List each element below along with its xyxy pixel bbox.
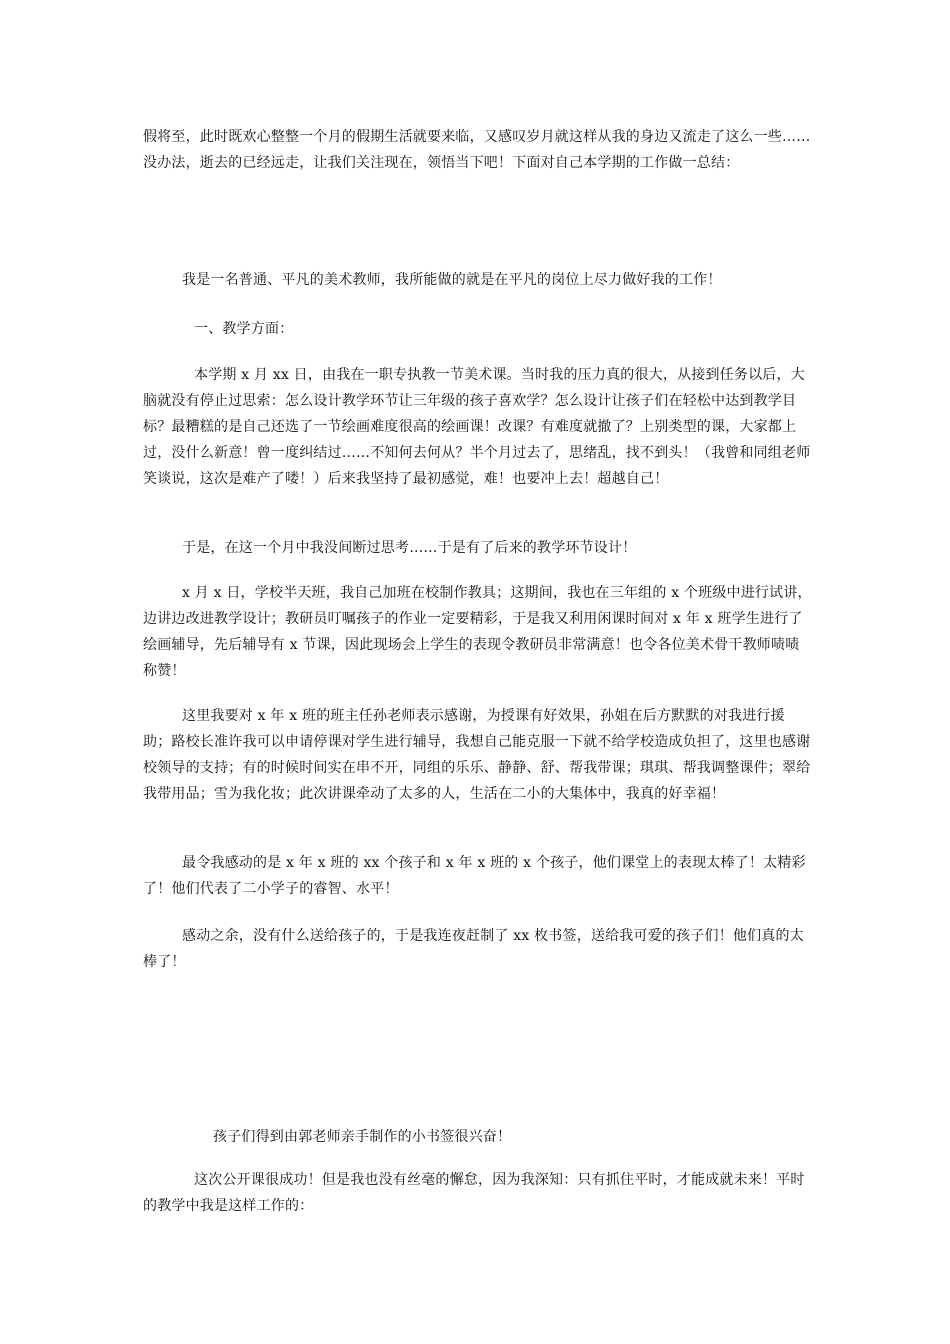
caption-paragraph: 孩子们得到由郭老师亲手制作的小书签很兴奋！: [213, 1129, 512, 1145]
conclusion-paragraph: 这次公开课很成功！但是我也没有丝毫的懈怠，因为我深知：只有抓住平时，才能成就未来！平时的教学中我是这样工作的：: [143, 1172, 805, 1214]
bookmark-paragraph: 感动之余，没有什么送给孩子的，于是我连夜赶制了 xx 枚书签，送给我可爱的孩子们！他们真的太棒了！: [143, 928, 804, 970]
students-paragraph: 最令我感动的是 x 年 x 班的 xx 个孩子和 x 年 x 班的 x 个孩子，他们课堂上的表现太棒了！太精彩了！他们代表了二小学子的睿智、水平！: [143, 855, 806, 897]
section-heading-teaching: 一、教学方面：: [194, 321, 294, 337]
intro-paragraph: 假将至，此时既欢心整整一个月的假期生活就要来临，又感叹岁月就这样从我的身边又流走了这么一些……没办法，逝去的已经远走，让我们关注现在，领悟当下吧！下面对自己本学期的工作做一总结：: [143, 129, 811, 171]
semester-paragraph: 本学期 x 月 xx 日，由我在一职专执教一节美术课。当时我的压力真的很大，从接到任务以后，大脑就没有停止过思索：怎么设计教学环节让三年级的孩子喜欢学？怎么设计让孩子们在轻松中达到教学目标？最糟糕的是自己还选了一节绘画难度很高的绘画课！改课？有难度就撤了？上别类型的课，大家都上过，没什么新意！曾一度纠结过……不知何去何从？半个月过去了，思绪乱，找不到头！（我曾和同组老师笑谈说，这次是难产了喽！）后来我坚持了最初感觉，难！也要冲上去！超越自己！: [143, 367, 811, 487]
thinking-paragraph: 于是，在这一个月中我没间断过思考……于是有了后来的教学环节设计！: [182, 540, 637, 556]
thanks-paragraph: 这里我要对 x 年 x 班的班主任孙老师表示感谢，为授课有好效果，孙姐在后方默默的对我进行援助；路校长准许我可以申请停课对学生进行辅导，我想自己能克服一下就不给学校造成负担了，这里也感谢校领导的支持；有的时候时间实在串不开，同组的乐乐、静静、舒、帮我带课；琪琪、帮我调整课件；翠给我带用品；雪为我化妆；此次讲课牵动了太多的人，生活在二小的大集体中，我真的好幸福！: [143, 708, 811, 802]
preparation-paragraph: x 月 x 日，学校半天班，我自己加班在校制作教具；这期间，我也在三年组的 x 个班级中进行试讲，边讲边改进教学设计；教研员叮嘱孩子的作业一定要精彩，于是我又利用闲课时间对 x 年 x 班学生进行了绘画辅导，先后辅导有 x 节课，因此现场会上学生的表现令教研员非常满意！也令各位美术骨干教师啧啧称赞！: [143, 585, 812, 679]
self-intro-paragraph: 我是一名普通、平凡的美术教师，我所能做的就是在平凡的岗位上尽力做好我的工作！: [182, 272, 722, 288]
